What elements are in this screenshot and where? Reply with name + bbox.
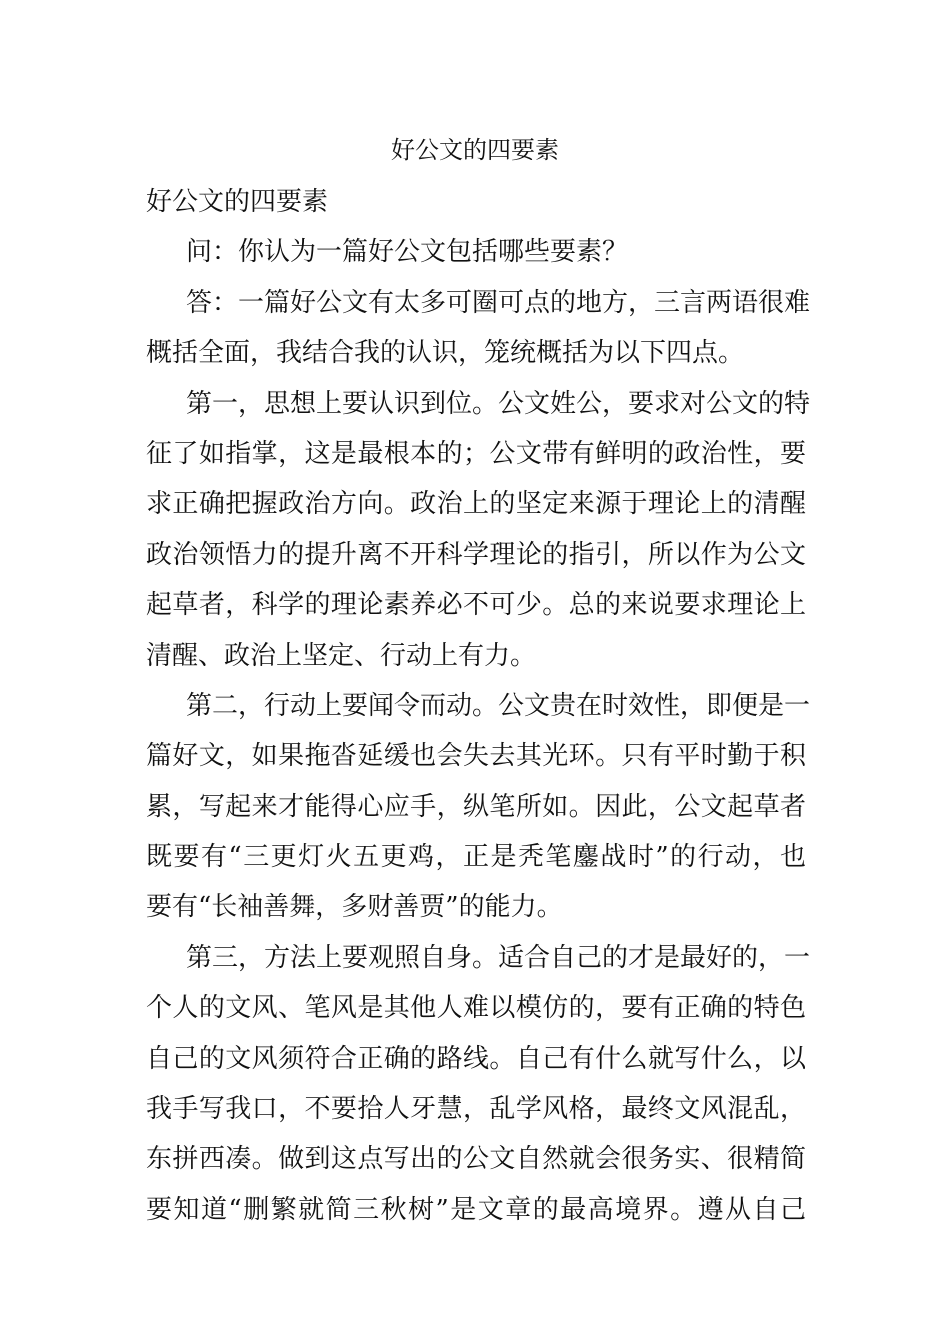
- point-three-line-3: 自己的文风须符合正确的路线。自己有什么就写什么，以: [146, 1043, 806, 1074]
- point-one-line-6: 清醒、政治上坚定、行动上有力。: [146, 640, 537, 671]
- point-three-line-2: 个人的文风、笔风是其他人难以模仿的，要有正确的特色: [146, 993, 806, 1024]
- point-three-line-6: 要知道“删繁就简三秋树”是文章的最高境界。遵从自己: [146, 1194, 806, 1225]
- point-one-line-2: 征了如指掌，这是最根本的；公文带有鲜明的政治性，要: [146, 438, 806, 469]
- point-two-line-4: 既要有“三更灯火五更鸡，正是秃笔鏖战时”的行动，也: [146, 842, 806, 873]
- answer-line-2: 概括全面，我结合我的认识，笼统概括为以下四点。: [146, 338, 745, 369]
- point-one-line-1: 第一，思想上要认识到位。公文姓公，要求对公文的特: [186, 388, 811, 419]
- point-three-line-5: 东拼西凑。做到这点写出的公文自然就会很务实、很精简: [146, 1144, 806, 1175]
- point-two-line-3: 累，写起来才能得心应手，纵笔所如。因此，公文起草者: [146, 791, 806, 822]
- point-two-line-2: 篇好文，如果拖沓延缓也会失去其光环。只有平时勤于积: [146, 741, 806, 772]
- subtitle-line: 好公文的四要素: [146, 187, 329, 217]
- document-title: 好公文的四要素: [391, 136, 559, 164]
- point-two-line-5: 要有“长袖善舞，多财善贾”的能力。: [146, 892, 563, 923]
- answer-line-1: 答：一篇好公文有太多可圈可点的地方，三言两语很难: [186, 287, 811, 318]
- point-one-line-5: 起草者，科学的理论素养必不可少。总的来说要求理论上: [146, 590, 806, 621]
- point-one-line-4: 政治领悟力的提升离不开科学理论的指引，所以作为公文: [146, 539, 806, 570]
- point-three-line-1: 第三，方法上要观照自身。适合自己的才是最好的，一: [186, 942, 811, 973]
- point-two-line-1: 第二，行动上要闻令而动。公文贵在时效性，即便是一: [186, 690, 811, 721]
- document-body: [146, 182, 811, 1240]
- point-three-line-4: 我手写我口，不要拾人牙慧，乱学风格，最终文风混乱，: [146, 1094, 806, 1125]
- question-line: 问：你认为一篇好公文包括哪些要素？: [186, 237, 629, 268]
- point-one-line-3: 求正确把握政治方向。政治上的坚定来源于理论上的清醒: [146, 489, 806, 520]
